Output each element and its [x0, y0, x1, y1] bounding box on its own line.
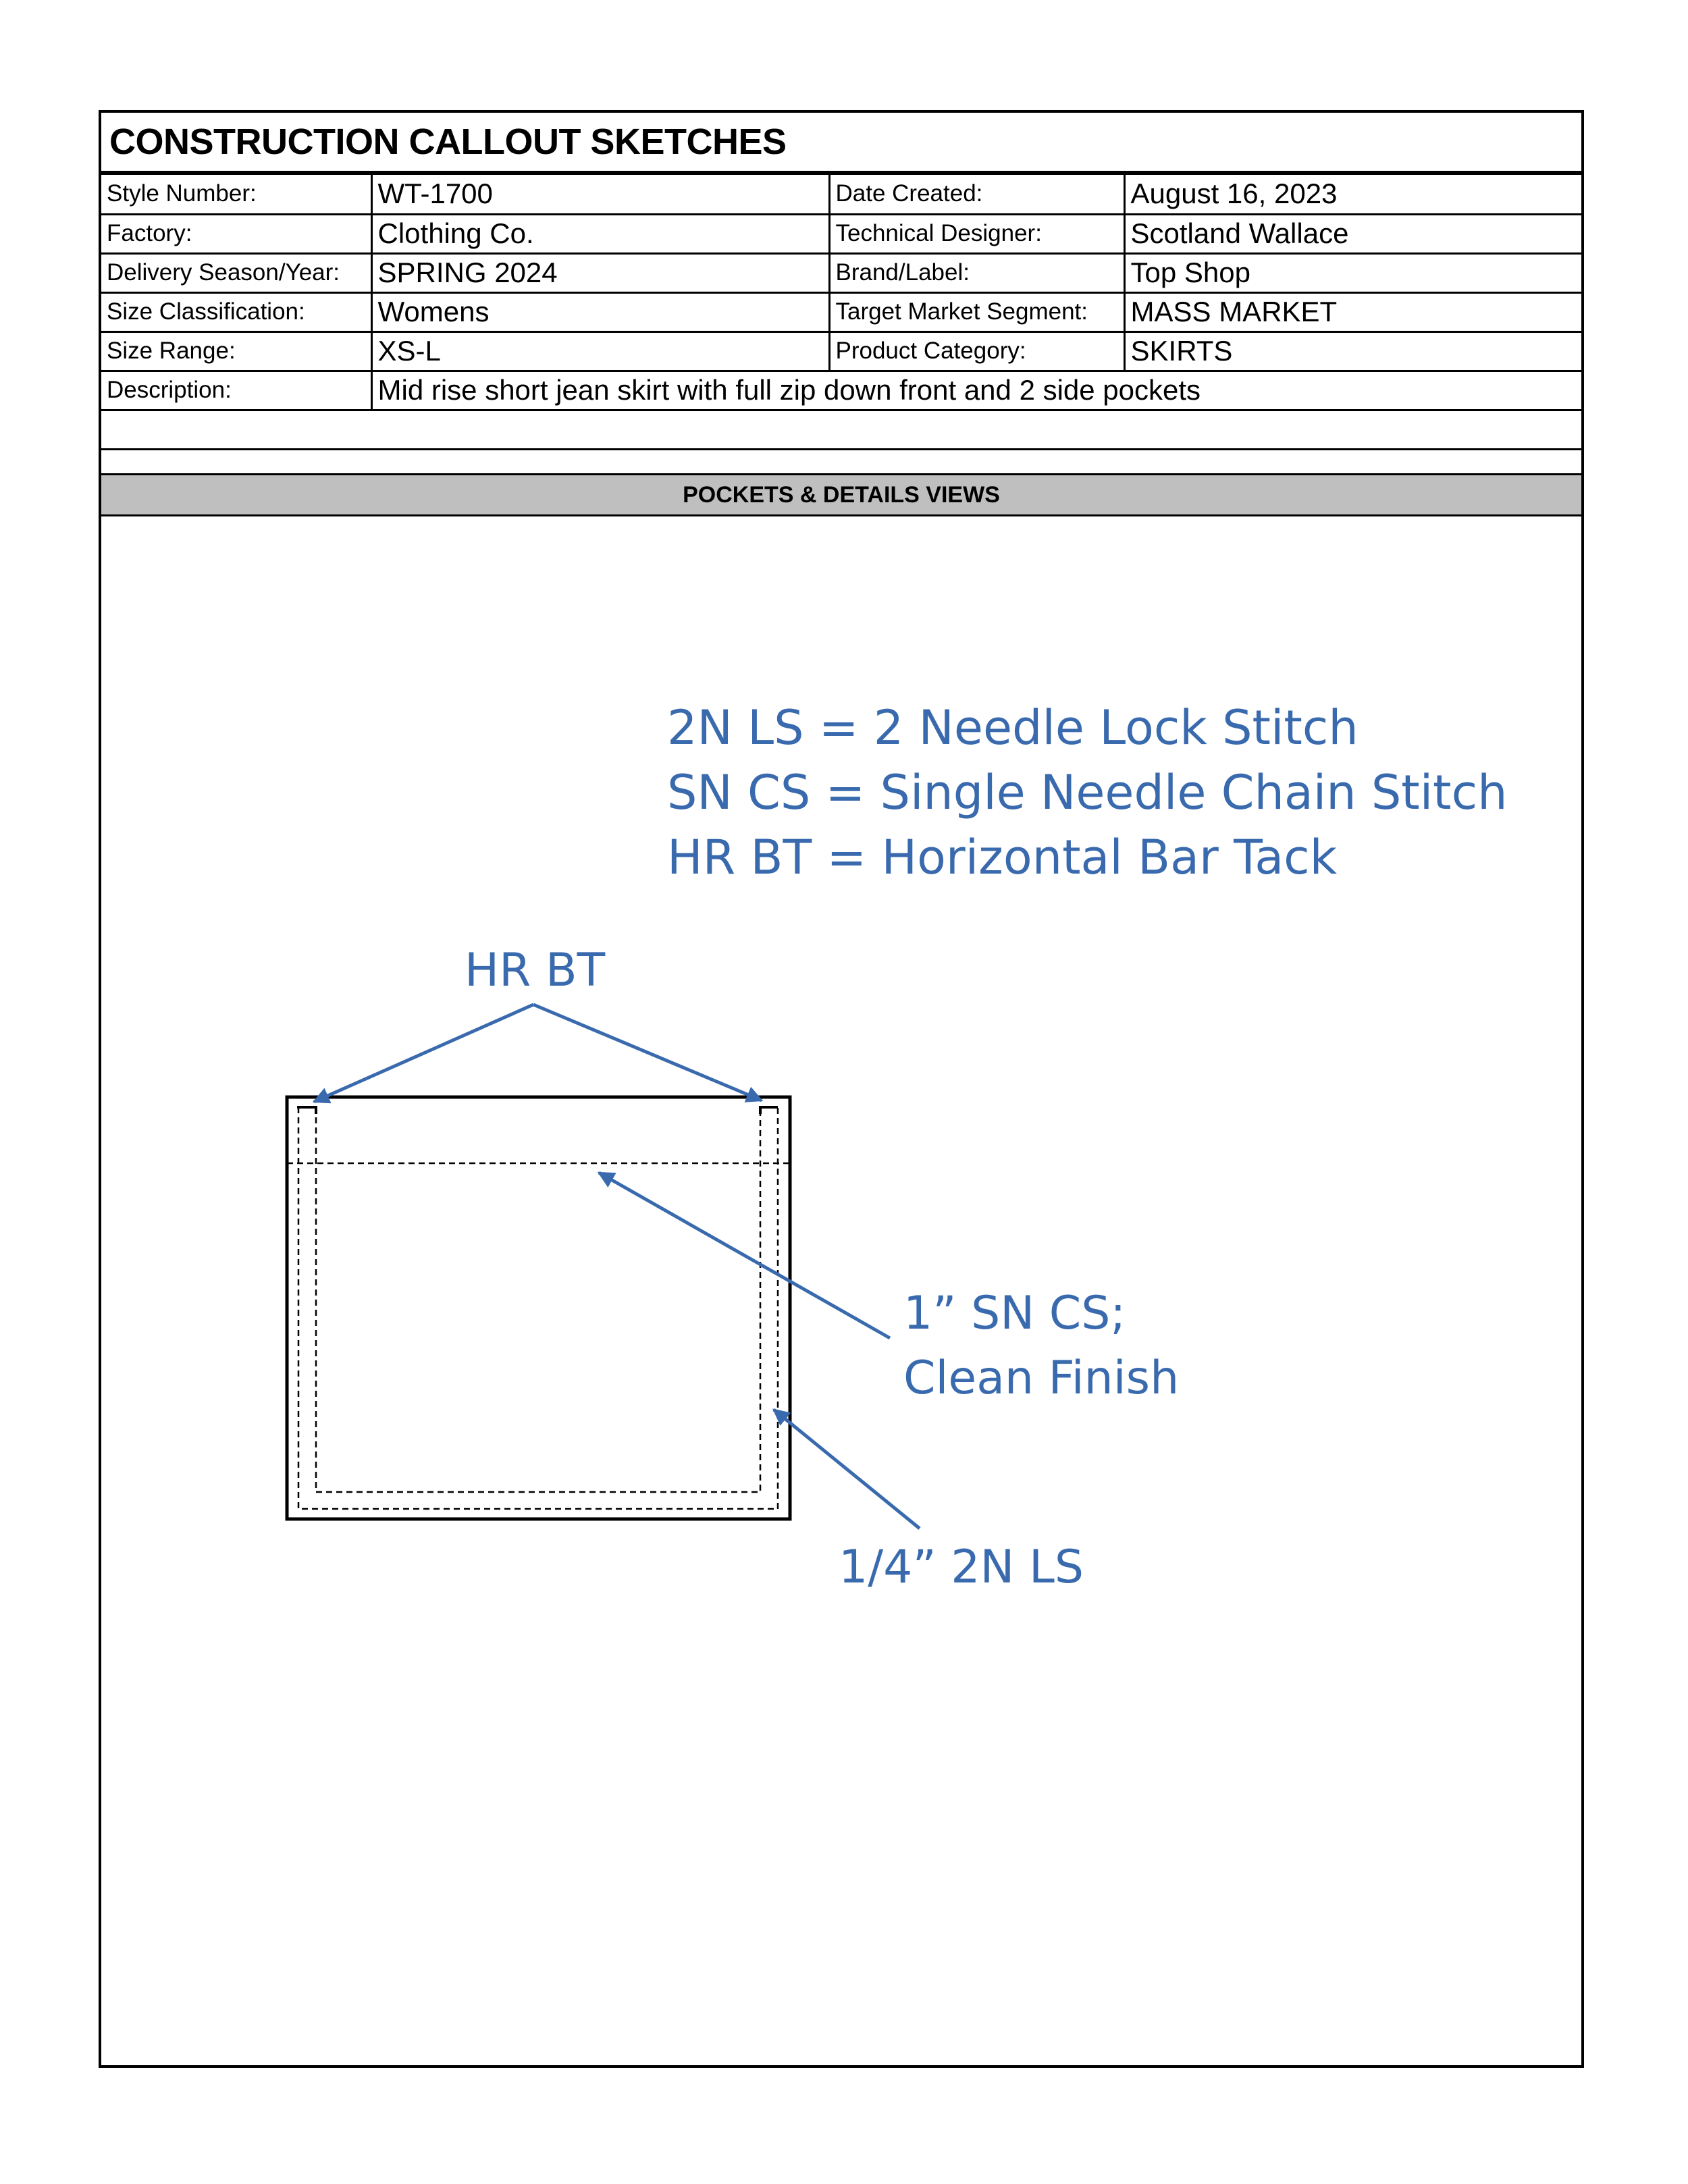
bar-tack-arrow-left [314, 1005, 533, 1102]
bar-tack-right [760, 1107, 778, 1114]
bar-tack-arrow-right [533, 1005, 762, 1100]
description-label: Description: [101, 371, 371, 410]
description-value: Mid rise short jean skirt with full zip down front and 2 side pockets [371, 371, 1581, 410]
legend-line: HR BT = Horizontal Bar Tack [667, 830, 1338, 885]
target-market-value: MASS MARKET [1124, 292, 1581, 331]
page-title: CONSTRUCTION CALLOUT SKETCHES [101, 113, 1581, 175]
technical-designer-label: Technical Designer: [829, 214, 1124, 253]
chain-stitch-callout [903, 1281, 1179, 1411]
style-number-value: WT-1700 [371, 175, 829, 214]
factory-label: Factory: [101, 214, 371, 253]
stitch-legend [667, 695, 1507, 890]
date-created-label: Date Created: [829, 175, 1124, 214]
delivery-value: SPRING 2024 [371, 253, 829, 292]
size-classification-label: Size Classification: [101, 292, 371, 331]
lock-stitch-callout: 1/4” 2N LS [839, 1541, 1084, 1594]
delivery-label: Delivery Season/Year: [101, 253, 371, 292]
product-category-value: SKIRTS [1124, 331, 1581, 371]
bar-tack-left [297, 1107, 316, 1114]
outer-stitch-line [298, 1107, 778, 1509]
section-header: POCKETS & DETAILS VIEWS [101, 473, 1581, 516]
lock-stitch-arrow [774, 1410, 920, 1528]
brand-label: Brand/Label: [829, 253, 1124, 292]
target-market-label: Target Market Segment: [829, 292, 1124, 331]
size-classification-value: Womens [371, 292, 829, 331]
inner-stitch-line [316, 1107, 760, 1492]
product-category-label: Product Category: [829, 331, 1124, 371]
bar-tack-callout: HR BT [465, 944, 606, 997]
callout-line: 1” SN CS; [903, 1287, 1126, 1340]
legend-line: 2N LS = 2 Needle Lock Stitch [667, 700, 1359, 755]
size-range-label: Size Range: [101, 331, 371, 371]
pocket-outline [287, 1097, 790, 1519]
brand-value: Top Shop [1124, 253, 1581, 292]
callout-line: Clean Finish [903, 1352, 1180, 1405]
technical-designer-value: Scotland Wallace [1124, 214, 1581, 253]
legend-line: SN CS = Single Needle Chain Stitch [667, 765, 1508, 820]
factory-value: Clothing Co. [371, 214, 829, 253]
style-number-label: Style Number: [101, 175, 371, 214]
size-range-value: XS-L [371, 331, 829, 371]
date-created-value: August 16, 2023 [1124, 175, 1581, 214]
chain-stitch-arrow [599, 1173, 890, 1338]
